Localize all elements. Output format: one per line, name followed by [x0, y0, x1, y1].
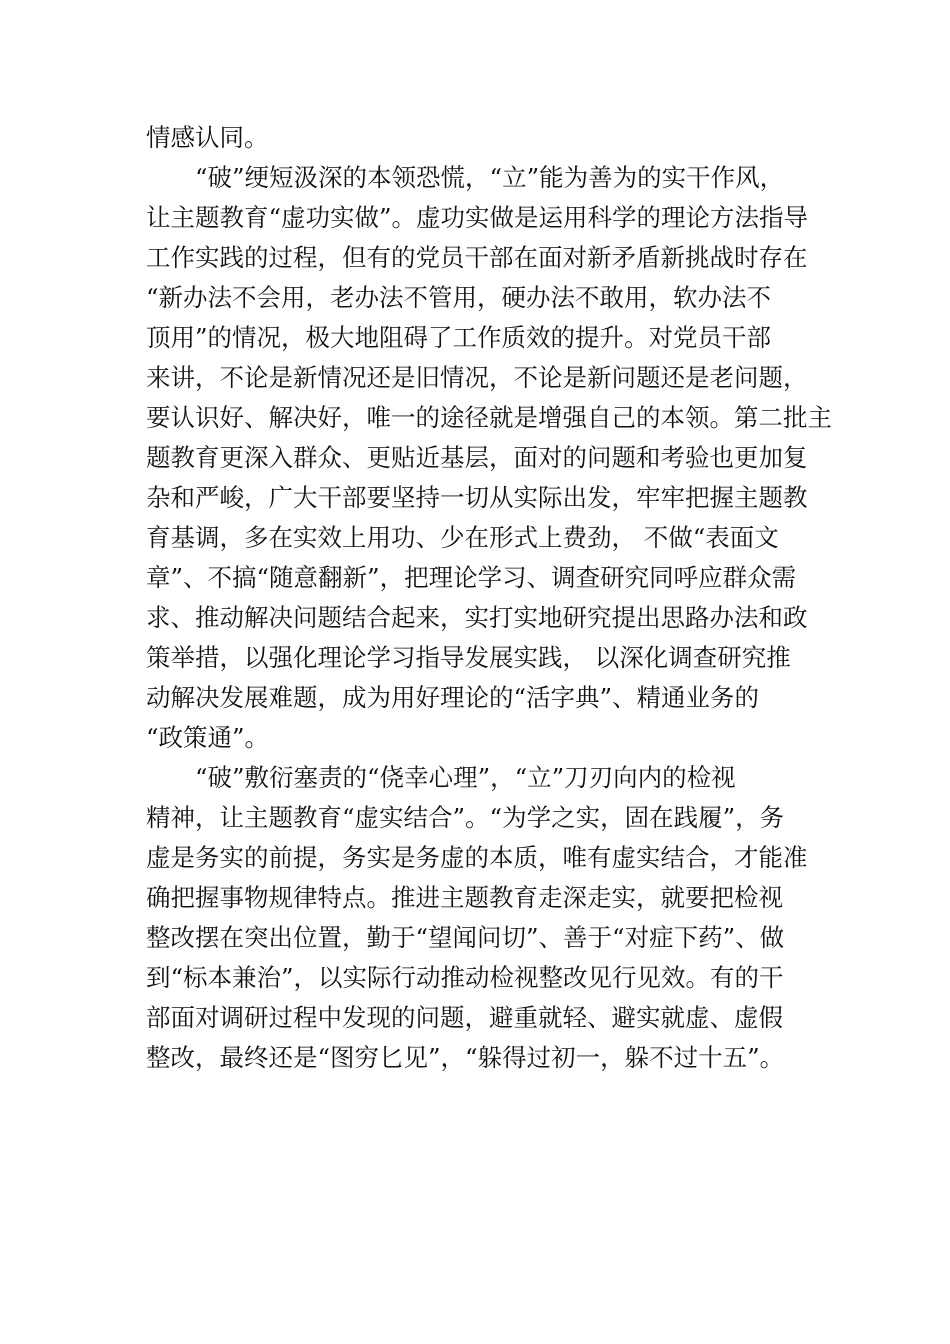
- text-line: 育基调，多在实效上用功、少在形式上费劲， 不做“表面文: [146, 523, 779, 552]
- text-line: “新办法不会用，老办法不管用，硬办法不敢用，软办法不: [146, 283, 772, 312]
- text-line: 工作实践的过程，但有的党员干部在面对新矛盾新挑战时存在: [146, 243, 808, 272]
- text-line: 顶用”的情况，极大地阻碍了工作质效的提升。对党员干部: [146, 323, 772, 352]
- paragraph-first-line: “破”绠短汲深的本领恐慌，“立”能为善为的实干作风，: [195, 163, 785, 192]
- text-line: 虚是务实的前提，务实是务虚的本质，唯有虚实结合，才能准: [146, 843, 808, 872]
- text-line: 让主题教育“虚功实做”。虚功实做是运用科学的理论方法指导: [146, 203, 809, 232]
- text-line: 到“标本兼治”，以实际行动推动检视整改见行见效。有的干: [146, 963, 784, 992]
- text-line: 求、推动解决问题结合起来，实打实地研究提出思路办法和政: [146, 603, 808, 632]
- text-line: 动解决发展难题，成为用好理论的“活字典”、精通业务的: [146, 683, 760, 712]
- text-line: 杂和严峻，广大干部要坚持一切从实际出发，牢牢把握主题教: [146, 483, 808, 512]
- text-line: 要认识好、解决好，唯一的途径就是增强自己的本领。第二批主: [146, 403, 832, 432]
- text-line: 策举措，以强化理论学习指导发展实践， 以深化调查研究推: [146, 643, 791, 672]
- text-line: 章”、不搞“随意翻新”，把理论学习、调查研究同呼应群众需: [146, 563, 797, 592]
- text-line: 确把握事物规律特点。推进主题教育走深走实，就要把检视: [146, 883, 783, 912]
- text-line: 来讲，不论是新情况还是旧情况，不论是新问题还是老问题，: [146, 363, 808, 392]
- text-line: 情感认同。: [146, 123, 269, 152]
- text-line: 部面对调研过程中发现的问题，避重就轻、避实就虚、虚假: [146, 1003, 783, 1032]
- body-text: [146, 118, 832, 1078]
- text-line: 精神，让主题教育“虚实结合”。“为学之实，固在践履”，务: [146, 803, 785, 832]
- text-line: 题教育更深入群众、更贴近基层，面对的问题和考验也更加复: [146, 443, 808, 472]
- text-line: 整改摆在突出位置，勤于“望闻问切”、善于“对症下药”、做: [146, 923, 785, 952]
- text-line: “政策通”。: [146, 723, 270, 752]
- text-line: 整改，最终还是“图穷匕见”，“躲得过初一，躲不过十五”。: [146, 1043, 785, 1072]
- paragraph-first-line: “破”敷衍塞责的“侥幸心理”，“立”刀刃向内的检视: [195, 763, 736, 792]
